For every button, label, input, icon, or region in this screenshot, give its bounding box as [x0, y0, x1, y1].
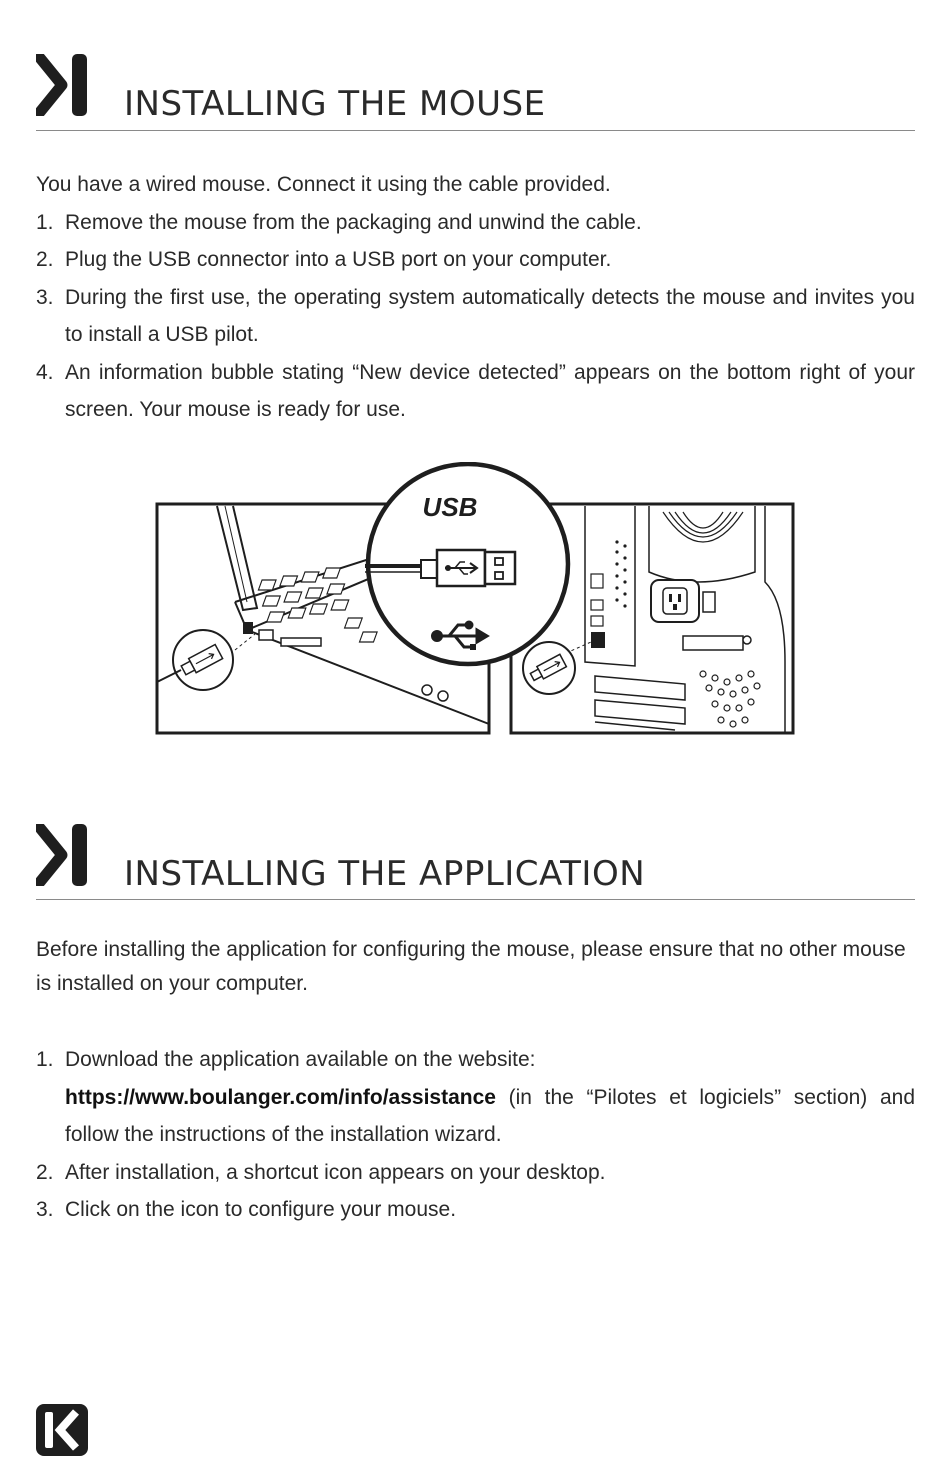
usb-label: USB — [422, 492, 478, 522]
website-link[interactable]: https://www.boulanger.com/info/assistance — [65, 1085, 496, 1109]
chevron-bar-icon — [36, 54, 92, 116]
usb-magnifier — [365, 464, 568, 664]
step-text: Plug the USB connector into a USB port on your computer. — [65, 248, 612, 271]
step-text: After installation, a shortcut icon appears on your desktop. — [65, 1160, 606, 1184]
list-item — [36, 1041, 915, 1154]
section-divider — [36, 130, 915, 131]
usb-connection-illustration — [155, 462, 797, 737]
k-logo-icon — [36, 1404, 88, 1456]
application-install-instructions — [36, 1041, 915, 1229]
section-divider — [36, 899, 915, 900]
section-installing-mouse-header — [36, 54, 915, 132]
section-title: INSTALLING THE APPLICATION — [124, 854, 646, 894]
list-item — [36, 1154, 915, 1192]
step-text: Download the application available on the website: — [65, 1048, 536, 1071]
step-number: 3. — [36, 1198, 54, 1221]
step-number: 2. — [36, 248, 54, 271]
intro-paragraph: You have a wired mouse. Connect it using the cable provided. — [36, 173, 611, 196]
list-item — [36, 241, 915, 279]
list-item — [36, 1191, 915, 1229]
application-intro — [36, 933, 915, 1001]
chevron-bar-icon — [36, 824, 92, 886]
step-text: Click on the icon to configure your mouse. — [65, 1198, 457, 1221]
mouse-install-instructions — [36, 166, 915, 429]
section-title: INSTALLING THE MOUSE — [124, 84, 546, 124]
install-steps-list — [36, 1041, 915, 1229]
step-text: Remove the mouse from the packaging and unwind the cable. — [65, 210, 642, 234]
step-number: 1. — [36, 1048, 54, 1071]
step-number: 3. — [36, 285, 54, 309]
step-number: 1. — [36, 210, 54, 234]
step-text: (in the “Pilotes et logiciels” section) and follow the instructions of the installation wizard. — [65, 1085, 915, 1146]
install-steps-list — [36, 204, 915, 429]
section-installing-application-header — [36, 824, 915, 902]
step-text: During the first use, the operating system automatically detects the mouse and invites you to install a USB pilot. — [65, 285, 915, 346]
list-item — [36, 204, 915, 242]
step-number: 2. — [36, 1160, 54, 1184]
step-text: An information bubble stating “New device detected” appears on the bottom right of your screen. Your mouse is ready for use. — [65, 360, 915, 421]
step-number: 4. — [36, 360, 54, 384]
intro-paragraph: Before installing the application for configuring the mouse, please ensure that no other mouse is installed on your computer. — [36, 938, 906, 995]
list-item — [36, 279, 915, 354]
list-item — [36, 354, 915, 429]
